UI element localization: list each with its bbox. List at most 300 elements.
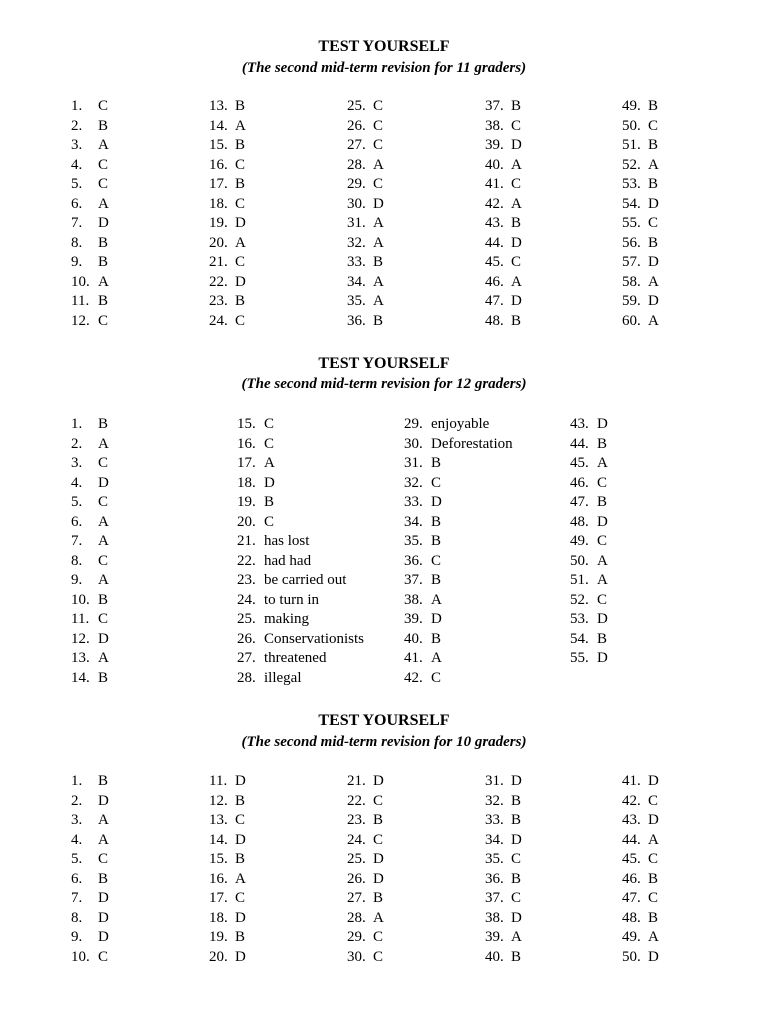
answer-value: D bbox=[648, 812, 659, 828]
question-number: 59. bbox=[622, 293, 641, 309]
answer-value: D bbox=[98, 474, 109, 491]
question-number: 33. bbox=[485, 812, 504, 828]
question-number: 43. bbox=[622, 812, 641, 828]
question-number: 14. bbox=[71, 669, 90, 686]
question-number: 36. bbox=[404, 552, 423, 569]
question-number: 42. bbox=[485, 195, 504, 212]
answer-value: B bbox=[235, 929, 246, 945]
answer-value: illegal bbox=[264, 669, 302, 686]
question-number: 20. bbox=[237, 513, 256, 530]
question-number: 55. bbox=[622, 215, 641, 231]
question-number: 27. bbox=[237, 650, 256, 666]
answer-value: D bbox=[98, 909, 109, 926]
answer-value: C bbox=[235, 254, 246, 270]
answer-value: B bbox=[373, 890, 384, 906]
answer-value: B bbox=[597, 435, 608, 452]
question-number: 37. bbox=[485, 890, 504, 906]
answer-value: C bbox=[235, 156, 246, 173]
answer-value: A bbox=[235, 234, 246, 251]
question-number: 4. bbox=[71, 474, 83, 491]
question-number: 11. bbox=[71, 293, 90, 309]
question-number: 45. bbox=[570, 455, 589, 471]
answer-value: D bbox=[98, 929, 109, 945]
question-number: 17. bbox=[209, 176, 228, 192]
question-number: 52. bbox=[570, 591, 589, 608]
answer-value: A bbox=[648, 273, 659, 290]
answer-value: D bbox=[235, 273, 246, 290]
answer-value: C bbox=[98, 455, 109, 471]
question-number: 58. bbox=[622, 273, 641, 290]
answer-value: C bbox=[264, 435, 275, 452]
question-number: 19. bbox=[209, 929, 228, 945]
answer-value: be carried out bbox=[264, 572, 347, 588]
question-number: 24. bbox=[209, 312, 228, 329]
question-number: 8. bbox=[71, 552, 83, 569]
answer-value: D bbox=[235, 773, 246, 789]
answer-value: A bbox=[648, 312, 659, 329]
question-number: 46. bbox=[485, 273, 504, 290]
answer-value: B bbox=[235, 98, 246, 114]
question-number: 48. bbox=[485, 312, 504, 329]
answer-value: B bbox=[235, 176, 246, 192]
question-number: 11. bbox=[209, 773, 228, 789]
question-number: 21. bbox=[209, 254, 228, 270]
section-subtitle: (The second mid-term revision for 12 graders) bbox=[241, 376, 527, 392]
answer-value: A bbox=[511, 273, 522, 290]
answer-value: A bbox=[98, 533, 109, 549]
question-number: 20. bbox=[209, 948, 228, 965]
question-number: 19. bbox=[237, 494, 256, 510]
answer-value: A bbox=[98, 812, 109, 828]
answer-value: D bbox=[648, 195, 659, 212]
answer-value: has lost bbox=[264, 533, 310, 549]
question-number: 23. bbox=[237, 572, 256, 588]
question-number: 13. bbox=[209, 98, 228, 114]
question-number: 47. bbox=[570, 494, 589, 510]
answer-value: A bbox=[98, 435, 109, 452]
answer-value: D bbox=[431, 494, 442, 510]
question-number: 32. bbox=[347, 234, 366, 251]
question-number: 31. bbox=[347, 215, 366, 231]
question-number: 2. bbox=[71, 435, 83, 452]
question-number: 32. bbox=[404, 474, 423, 491]
question-number: 39. bbox=[485, 929, 504, 945]
question-number: 55. bbox=[570, 650, 589, 666]
question-number: 57. bbox=[622, 254, 641, 270]
question-number: 47. bbox=[485, 293, 504, 309]
answer-value: B bbox=[431, 533, 442, 549]
question-number: 42. bbox=[622, 792, 641, 809]
answer-value: A bbox=[98, 137, 109, 153]
question-number: 24. bbox=[237, 591, 256, 608]
question-number: 25. bbox=[237, 611, 256, 627]
answer-value: B bbox=[648, 870, 659, 887]
answer-value: C bbox=[235, 812, 246, 828]
question-number: 33. bbox=[347, 254, 366, 270]
question-number: 13. bbox=[71, 650, 90, 666]
answer-value: A bbox=[98, 650, 109, 666]
answer-value: B bbox=[373, 312, 384, 329]
answer-value: D bbox=[597, 650, 608, 666]
answer-value: C bbox=[511, 890, 522, 906]
answer-value: enjoyable bbox=[431, 416, 490, 432]
answer-value: A bbox=[235, 117, 246, 134]
answer-value: B bbox=[597, 630, 608, 647]
answer-value: C bbox=[373, 176, 384, 192]
answer-value: C bbox=[597, 533, 608, 549]
question-number: 21. bbox=[347, 773, 366, 789]
question-number: 15. bbox=[237, 416, 256, 432]
answer-value: D bbox=[511, 773, 522, 789]
answer-value: B bbox=[98, 234, 109, 251]
answer-value: C bbox=[373, 831, 384, 848]
question-number: 32. bbox=[485, 792, 504, 809]
answer-value: B bbox=[431, 455, 442, 471]
section-subtitle: (The second mid-term revision for 10 graders) bbox=[241, 734, 527, 750]
answer-value: B bbox=[98, 669, 109, 686]
question-number: 54. bbox=[570, 630, 589, 647]
answer-value: A bbox=[373, 293, 384, 309]
answer-value: A bbox=[98, 513, 109, 530]
question-number: 40. bbox=[485, 156, 504, 173]
question-number: 51. bbox=[570, 572, 589, 588]
answer-value: A bbox=[648, 929, 659, 945]
question-number: 44. bbox=[570, 435, 589, 452]
answer-value: D bbox=[98, 890, 109, 906]
question-number: 20. bbox=[209, 234, 228, 251]
answer-value: threatened bbox=[264, 650, 327, 666]
question-number: 34. bbox=[485, 831, 504, 848]
question-number: 16. bbox=[237, 435, 256, 452]
answer-value: C bbox=[235, 312, 246, 329]
question-number: 25. bbox=[347, 851, 366, 867]
question-number: 50. bbox=[622, 117, 641, 134]
answer-value: C bbox=[431, 552, 442, 569]
question-number: 49. bbox=[622, 929, 641, 945]
answer-value: C bbox=[511, 851, 522, 867]
question-number: 8. bbox=[71, 234, 83, 251]
answer-value: A bbox=[98, 273, 109, 290]
answer-value: B bbox=[648, 234, 659, 251]
question-number: 3. bbox=[71, 455, 83, 471]
answer-value: D bbox=[511, 137, 522, 153]
question-number: 1. bbox=[71, 416, 83, 432]
question-number: 3. bbox=[71, 812, 83, 828]
question-number: 28. bbox=[347, 156, 366, 173]
answer-value: D bbox=[264, 474, 275, 491]
question-number: 26. bbox=[347, 117, 366, 134]
question-number: 43. bbox=[570, 416, 589, 432]
answer-value: B bbox=[648, 176, 659, 192]
question-number: 44. bbox=[622, 831, 641, 848]
question-number: 39. bbox=[404, 611, 423, 627]
answer-value: C bbox=[98, 176, 109, 192]
question-number: 45. bbox=[622, 851, 641, 867]
question-number: 23. bbox=[347, 812, 366, 828]
question-number: 40. bbox=[404, 630, 423, 647]
question-number: 47. bbox=[622, 890, 641, 906]
answer-value: A bbox=[648, 831, 659, 848]
question-number: 10. bbox=[71, 273, 90, 290]
answer-value: A bbox=[264, 455, 275, 471]
answer-value: B bbox=[98, 591, 109, 608]
question-number: 22. bbox=[347, 792, 366, 809]
answer-value: C bbox=[373, 137, 384, 153]
answer-value: C bbox=[98, 611, 109, 627]
answer-value: making bbox=[264, 611, 309, 627]
answer-value: B bbox=[511, 948, 522, 965]
answer-value: B bbox=[511, 870, 522, 887]
answer-value: C bbox=[264, 416, 275, 432]
answer-value: had had bbox=[264, 552, 312, 569]
question-number: 25. bbox=[347, 98, 366, 114]
answer-value: C bbox=[431, 474, 442, 491]
question-number: 18. bbox=[237, 474, 256, 491]
question-number: 38. bbox=[485, 909, 504, 926]
question-number: 9. bbox=[71, 572, 83, 588]
answer-value: C bbox=[98, 494, 109, 510]
question-number: 31. bbox=[404, 455, 423, 471]
answer-value: D bbox=[373, 870, 384, 887]
question-number: 22. bbox=[209, 273, 228, 290]
question-number: 33. bbox=[404, 494, 423, 510]
answer-value: B bbox=[431, 630, 442, 647]
question-number: 38. bbox=[404, 591, 423, 608]
answer-value: B bbox=[235, 851, 246, 867]
answer-value: B bbox=[597, 494, 608, 510]
question-number: 18. bbox=[209, 195, 228, 212]
answer-value: B bbox=[235, 293, 246, 309]
answer-value: D bbox=[431, 611, 442, 627]
question-number: 26. bbox=[347, 870, 366, 887]
answer-value: B bbox=[98, 254, 109, 270]
question-number: 14. bbox=[209, 831, 228, 848]
question-number: 15. bbox=[209, 851, 228, 867]
question-number: 54. bbox=[622, 195, 641, 212]
answer-value: C bbox=[98, 98, 109, 114]
answer-value: B bbox=[431, 572, 442, 588]
answer-value: D bbox=[98, 215, 109, 231]
question-number: 40. bbox=[485, 948, 504, 965]
answer-value: B bbox=[648, 909, 659, 926]
question-number: 28. bbox=[347, 909, 366, 926]
question-number: 1. bbox=[71, 98, 83, 114]
question-number: 46. bbox=[622, 870, 641, 887]
question-number: 6. bbox=[71, 870, 83, 887]
answer-value: D bbox=[648, 948, 659, 965]
answer-value: B bbox=[373, 254, 384, 270]
question-number: 36. bbox=[347, 312, 366, 329]
answer-value: C bbox=[511, 176, 522, 192]
question-number: 50. bbox=[622, 948, 641, 965]
question-number: 34. bbox=[404, 513, 423, 530]
answer-value: A bbox=[511, 156, 522, 173]
answer-value: C bbox=[98, 312, 109, 329]
question-number: 15. bbox=[209, 137, 228, 153]
question-number: 12. bbox=[71, 312, 90, 329]
question-number: 14. bbox=[209, 117, 228, 134]
question-number: 29. bbox=[347, 176, 366, 192]
question-number: 12. bbox=[71, 630, 90, 647]
question-number: 24. bbox=[347, 831, 366, 848]
question-number: 7. bbox=[71, 533, 83, 549]
question-number: 53. bbox=[570, 611, 589, 627]
question-number: 37. bbox=[485, 98, 504, 114]
section-subtitle: (The second mid-term revision for 11 graders) bbox=[241, 60, 527, 76]
question-number: 35. bbox=[485, 851, 504, 867]
answer-value: A bbox=[98, 572, 109, 588]
question-number: 7. bbox=[71, 890, 83, 906]
question-number: 45. bbox=[485, 254, 504, 270]
question-number: 18. bbox=[209, 909, 228, 926]
question-number: 50. bbox=[570, 552, 589, 569]
answer-value: C bbox=[648, 890, 659, 906]
question-number: 23. bbox=[209, 293, 228, 309]
answer-value: B bbox=[511, 312, 522, 329]
answer-value: B bbox=[98, 773, 109, 789]
answer-value: B bbox=[264, 494, 275, 510]
question-number: 16. bbox=[209, 156, 228, 173]
answer-value: D bbox=[235, 831, 246, 848]
answer-value: B bbox=[235, 137, 246, 153]
answer-value: C bbox=[431, 669, 442, 686]
answer-value: B bbox=[373, 812, 384, 828]
question-number: 34. bbox=[347, 273, 366, 290]
answer-value: A bbox=[98, 195, 109, 212]
section-title: TEST YOURSELF bbox=[318, 355, 450, 372]
answer-value: C bbox=[98, 552, 109, 569]
answer-value: Conservationists bbox=[264, 630, 364, 647]
question-number: 9. bbox=[71, 254, 83, 270]
answer-value: A bbox=[597, 552, 608, 569]
question-number: 41. bbox=[622, 773, 641, 789]
answer-value: D bbox=[98, 630, 109, 647]
question-number: 36. bbox=[485, 870, 504, 887]
question-number: 4. bbox=[71, 156, 83, 173]
answer-value: B bbox=[98, 117, 109, 134]
answer-value: B bbox=[235, 792, 246, 809]
answer-value: C bbox=[98, 948, 109, 965]
answer-value: A bbox=[235, 870, 246, 887]
question-number: 53. bbox=[622, 176, 641, 192]
question-number: 28. bbox=[237, 669, 256, 686]
answer-value: A bbox=[511, 195, 522, 212]
answer-value: D bbox=[648, 254, 659, 270]
answer-value: A bbox=[373, 909, 384, 926]
answer-value: D bbox=[98, 792, 109, 809]
section-title: TEST YOURSELF bbox=[318, 38, 450, 55]
question-number: 26. bbox=[237, 630, 256, 647]
question-number: 42. bbox=[404, 669, 423, 686]
answer-value: B bbox=[98, 416, 109, 432]
question-number: 21. bbox=[237, 533, 256, 549]
answer-value: A bbox=[597, 572, 608, 588]
question-number: 17. bbox=[237, 455, 256, 471]
answer-value: C bbox=[648, 117, 659, 134]
answer-value: D bbox=[597, 416, 608, 432]
answer-value: C bbox=[373, 117, 384, 134]
answer-value: B bbox=[431, 513, 442, 530]
question-number: 35. bbox=[404, 533, 423, 549]
question-number: 3. bbox=[71, 137, 83, 153]
question-number: 4. bbox=[71, 831, 83, 848]
question-number: 30. bbox=[347, 948, 366, 965]
question-number: 9. bbox=[71, 929, 83, 945]
answer-value: B bbox=[648, 137, 659, 153]
question-number: 48. bbox=[570, 513, 589, 530]
answer-value: C bbox=[648, 215, 659, 231]
question-number: 7. bbox=[71, 215, 83, 231]
question-number: 46. bbox=[570, 474, 589, 491]
question-number: 10. bbox=[71, 591, 90, 608]
answer-value: A bbox=[373, 234, 384, 251]
question-number: 41. bbox=[485, 176, 504, 192]
answer-value: B bbox=[98, 870, 109, 887]
answer-value: C bbox=[98, 156, 109, 173]
answer-value: C bbox=[511, 117, 522, 134]
question-number: 12. bbox=[209, 792, 228, 809]
answer-value: D bbox=[511, 293, 522, 309]
question-number: 29. bbox=[404, 416, 423, 432]
question-number: 49. bbox=[570, 533, 589, 549]
answer-value: B bbox=[511, 215, 522, 231]
answer-value: C bbox=[373, 929, 384, 945]
answer-value: C bbox=[597, 591, 608, 608]
question-number: 16. bbox=[209, 870, 228, 887]
question-number: 5. bbox=[71, 851, 83, 867]
question-number: 30. bbox=[404, 435, 423, 452]
question-number: 48. bbox=[622, 909, 641, 926]
answer-value: B bbox=[98, 293, 109, 309]
question-number: 37. bbox=[404, 572, 423, 588]
question-number: 56. bbox=[622, 234, 641, 251]
answer-value: D bbox=[511, 909, 522, 926]
question-number: 52. bbox=[622, 156, 641, 173]
question-number: 30. bbox=[347, 195, 366, 212]
answer-value: C bbox=[235, 195, 246, 212]
question-number: 1. bbox=[71, 773, 83, 789]
answer-value: C bbox=[235, 890, 246, 906]
question-number: 43. bbox=[485, 215, 504, 231]
answer-value: D bbox=[235, 909, 246, 926]
question-number: 6. bbox=[71, 195, 83, 212]
answer-value: C bbox=[648, 851, 659, 867]
section-title: TEST YOURSELF bbox=[318, 712, 450, 729]
answer-value: C bbox=[264, 513, 275, 530]
answer-value: A bbox=[431, 591, 442, 608]
answer-value: C bbox=[511, 254, 522, 270]
answer-value: D bbox=[511, 831, 522, 848]
answer-value: D bbox=[235, 215, 246, 231]
answer-value: C bbox=[597, 474, 608, 491]
answer-value: D bbox=[235, 948, 246, 965]
answer-value: D bbox=[511, 234, 522, 251]
answer-value: Deforestation bbox=[431, 435, 513, 452]
question-number: 6. bbox=[71, 513, 83, 530]
question-number: 17. bbox=[209, 890, 228, 906]
answer-value: B bbox=[511, 792, 522, 809]
answer-value: A bbox=[373, 273, 384, 290]
answer-value: C bbox=[373, 792, 384, 809]
answer-value: to turn in bbox=[264, 591, 319, 608]
answer-value: A bbox=[511, 929, 522, 945]
answer-value: C bbox=[98, 851, 109, 867]
answer-value: D bbox=[648, 773, 659, 789]
answer-value: D bbox=[373, 195, 384, 212]
question-number: 5. bbox=[71, 494, 83, 510]
answer-value: D bbox=[597, 513, 608, 530]
question-number: 22. bbox=[237, 552, 256, 569]
